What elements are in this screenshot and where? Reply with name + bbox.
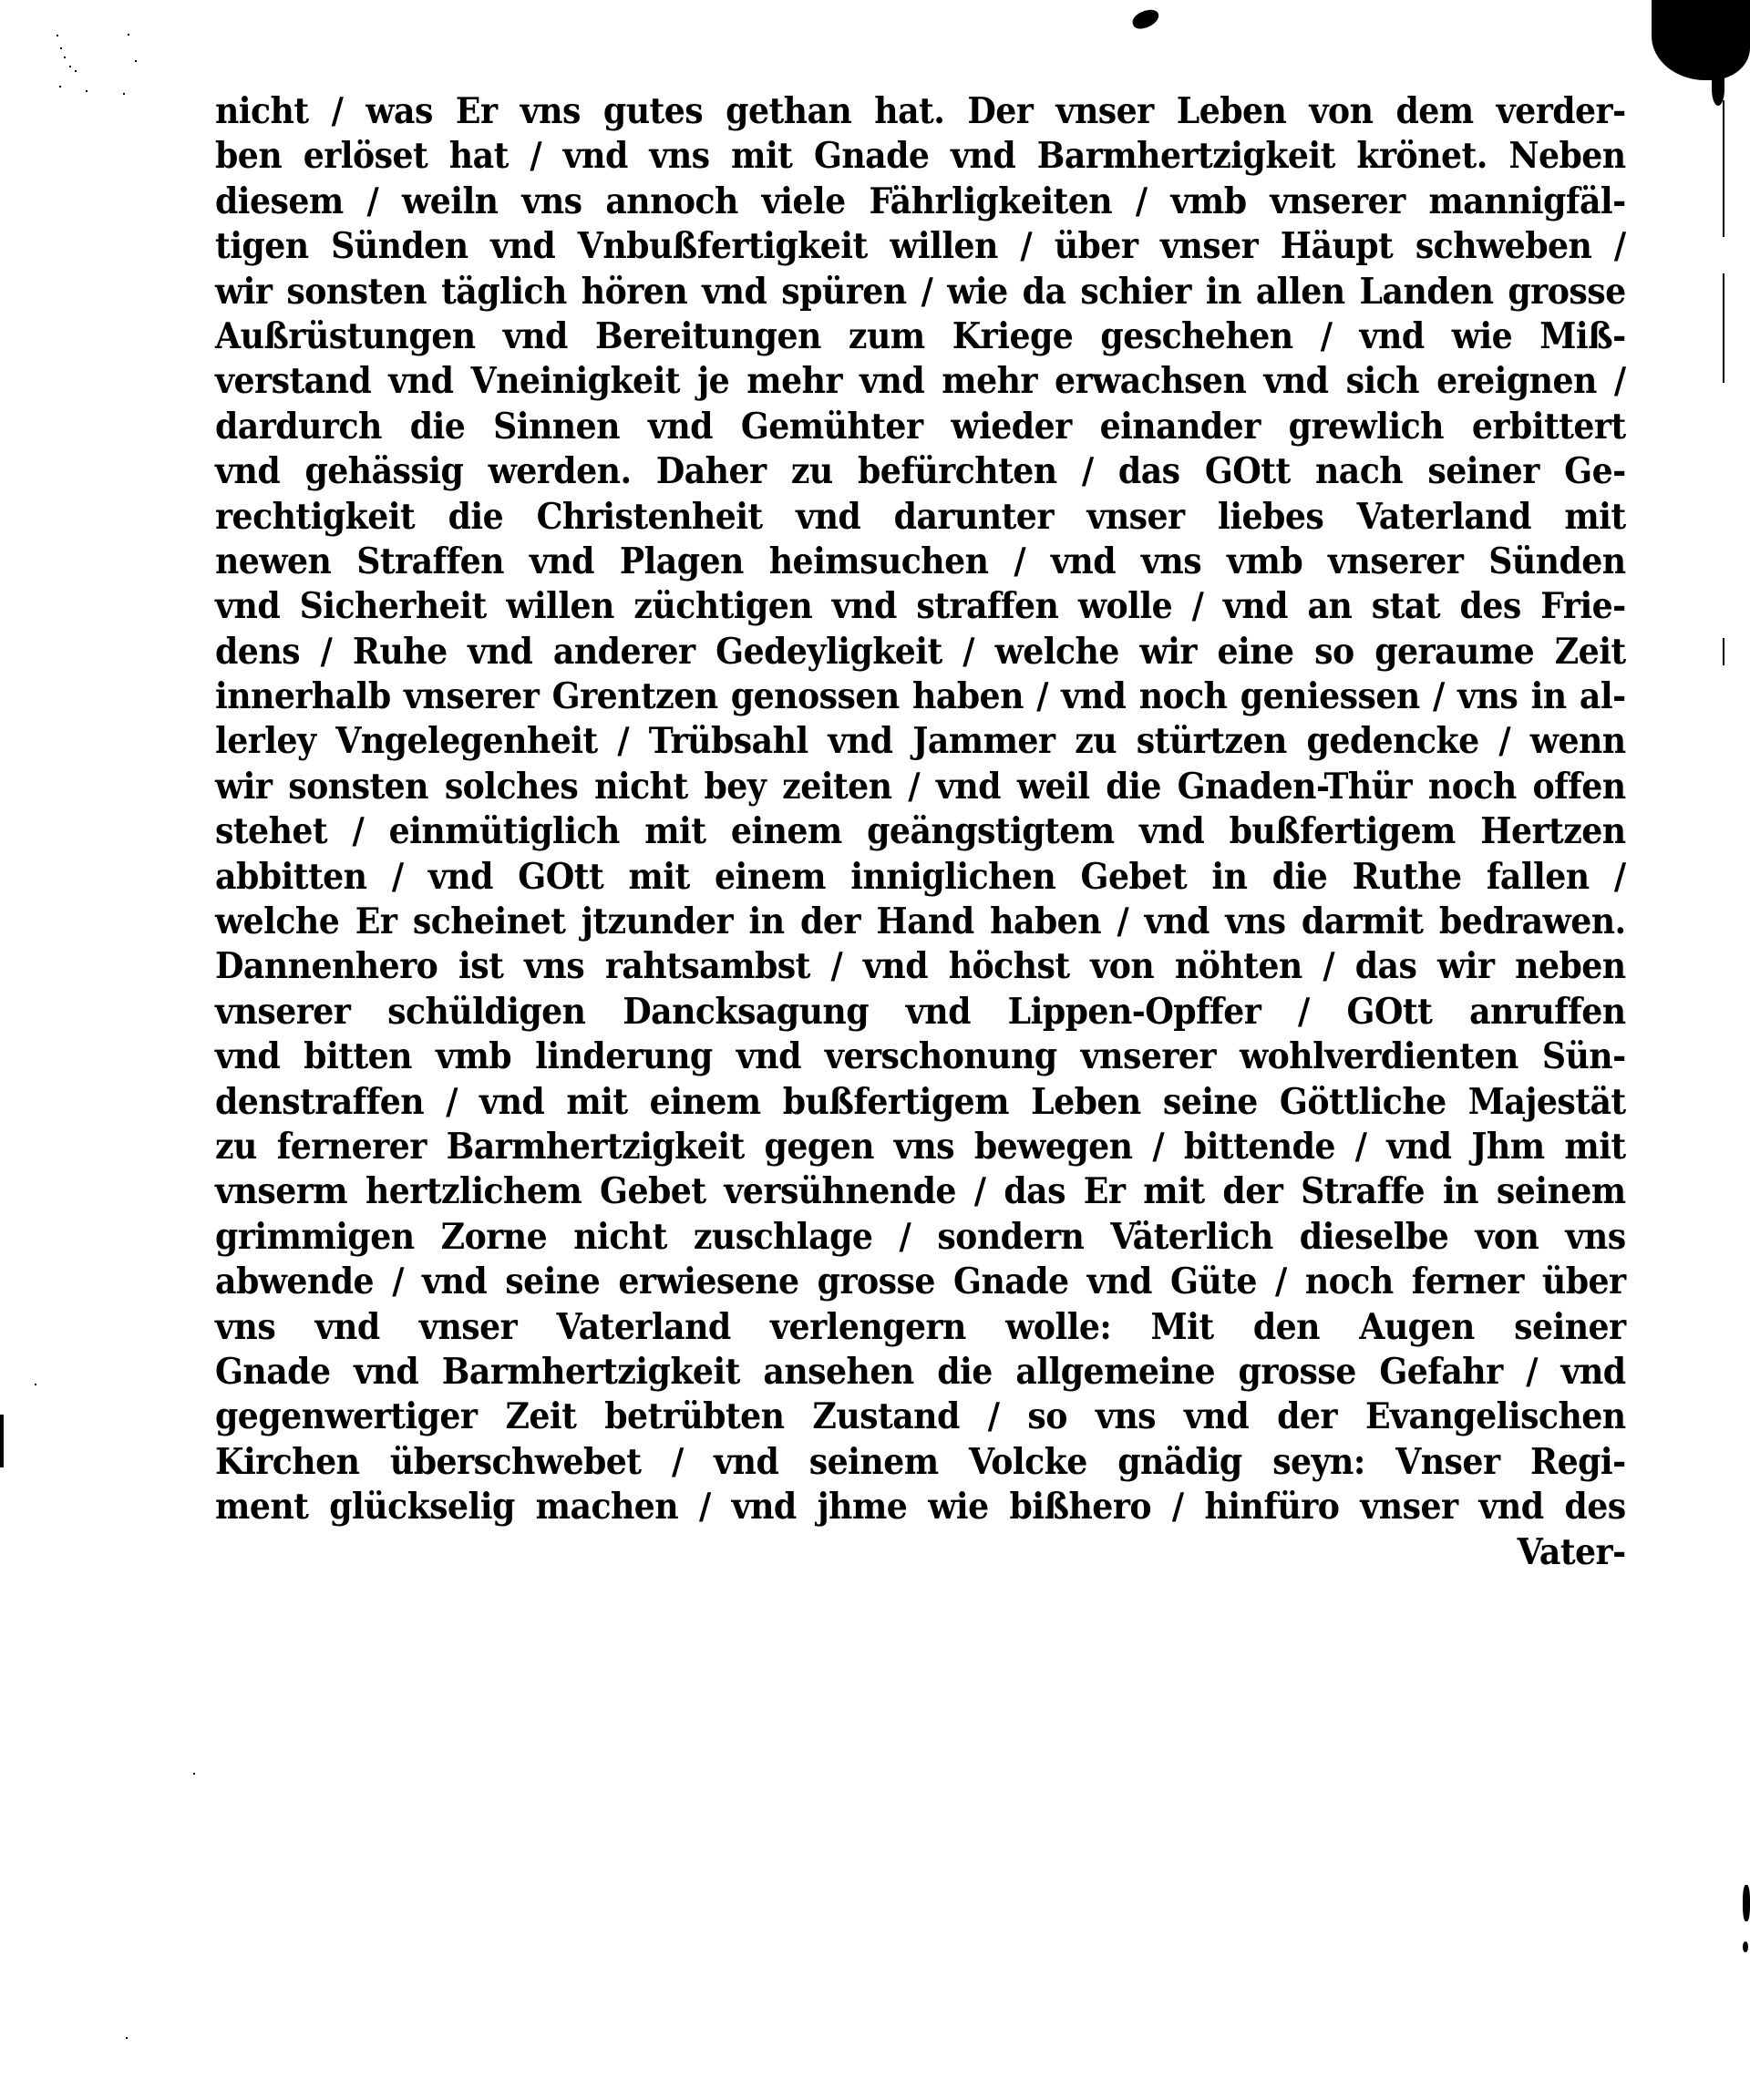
scan-speck <box>60 47 62 49</box>
ink-blot-mark <box>1130 7 1161 31</box>
text-line: nicht / was Er vns gutes gethan hat. Der vnser Leben von dem verder- <box>215 90 1626 132</box>
page-edge-line <box>1723 137 1724 237</box>
text-line: rechtigkeit die Christenheit vnd darunter vnser liebes Vaterland mit <box>215 495 1626 538</box>
text-line: vnd bitten vmb linderung vnd verschonung vnserer wohlverdienten Sün- <box>215 1035 1626 1078</box>
text-line: innerhalb vnserer Grentzen genossen haben / vnd noch geniessen / vns in al- <box>215 675 1626 718</box>
scan-speck <box>126 2037 128 2039</box>
text-line: grimmigen Zorne nicht zuschlage / sondern Väterlich dieselbe von vns <box>215 1215 1626 1258</box>
scan-speck <box>59 86 61 88</box>
text-line: vnserm hertzlichem Gebet versühnende / das Er mit der Straffe in seinem <box>215 1170 1626 1213</box>
text-line: abwende / vnd seine erwiesene grosse Gnade vnd Güte / noch ferner über <box>215 1261 1626 1303</box>
scan-speck <box>75 70 77 72</box>
text-line: wir sonsten täglich hören vnd spüren / wie da schier in allen Landen grosse <box>215 270 1626 313</box>
text-line: Kirchen überschwebet / vnd seinem Volcke gnädig seyn: Vnser Regi- <box>215 1440 1626 1483</box>
scan-speck <box>57 35 58 36</box>
body-text <box>215 89 1626 1575</box>
text-line: abbitten / vnd GOtt mit einem inniglichen Gebet in die Ruthe fallen / <box>215 855 1626 898</box>
text-line: ment glückselig machen / vnd jhme wie bißhero / hinfüro vnser vnd des <box>215 1486 1626 1529</box>
text-line: Dannenhero ist vns rahtsambst / vnd höchst von nöhten / das wir neben <box>215 945 1626 988</box>
text-line: Außrüstungen vnd Bereitungen zum Kriege geschehen / vnd wie Miß- <box>215 314 1626 357</box>
scan-speck <box>193 1773 195 1775</box>
text-line: vnserer schüldigen Dancksagung vnd Lippen-Opffer / GOtt anruffen <box>215 990 1626 1033</box>
scan-speck <box>123 93 125 95</box>
scan-speck <box>69 66 71 67</box>
text-line: welche Er scheinet jtzunder in der Hand haben / vnd vns darmit bedrawen. <box>215 901 1626 943</box>
text-line: dardurch die Sinnen vnd Gemühter wieder einander grewlich erbittert <box>215 405 1626 448</box>
scan-speck <box>64 57 66 58</box>
text-line: vns vnd vnser Vaterland verlengern wolle: Mit den Augen seiner <box>215 1305 1626 1348</box>
scan-speck <box>135 60 137 62</box>
text-line: denstraffen / vnd mit einem bußfertigem Leben seine Göttliche Majestät <box>215 1080 1626 1123</box>
text-line: tigen Sünden vnd Vnbußfertigkeit willen / über vnser Häupt schweben / <box>215 225 1626 268</box>
catchword: Vater- <box>1517 1530 1626 1573</box>
right-margin-mark <box>1743 1885 1750 1921</box>
text-line: vnd Sicherheit willen züchtigen vnd straffen wolle / vnd an stat des Frie- <box>215 585 1626 628</box>
text-line: diesem / weiln vns annoch viele Fährligkeiten / vmb vnserer mannigfäl- <box>215 180 1626 222</box>
text-line: Gnade vnd Barmhertzigkeit ansehen die allgemeine grosse Gefahr / vnd <box>215 1350 1626 1393</box>
right-margin-dot <box>1743 1941 1748 1952</box>
text-line: vnd gehässig werden. Daher zu befürchten / das GOtt nach seiner Ge- <box>215 450 1626 493</box>
scan-speck <box>35 1384 36 1385</box>
text-line: stehet / einmütiglich mit einem geängstigtem vnd bußfertigem Hertzen <box>215 810 1626 853</box>
page-edge-line <box>1723 273 1724 383</box>
text-line: newen Straffen vnd Plagen heimsuchen / vnd vns vmb vnserer Sünden <box>215 540 1626 582</box>
text-line: wir sonsten solches nicht bey zeiten / vnd weil die Gnaden-Thür noch offen <box>215 765 1626 808</box>
text-line: dens / Ruhe vnd anderer Gedeyligkeit / welche wir eine so geraume Zeit <box>215 630 1626 673</box>
text-line: zu fernerer Barmhertzigkeit gegen vns bewegen / bittende / vnd Jhm mit <box>215 1125 1626 1168</box>
scan-speck <box>86 90 88 92</box>
left-margin-mark <box>0 1415 4 1467</box>
page-edge-line <box>1723 638 1724 665</box>
page-corner-bleed <box>1652 0 1750 80</box>
text-line: lerley Vngelegenheit / Trübsahl vnd Jammer zu stürtzen gedencke / wenn <box>215 720 1626 763</box>
text-line: ben erlöset hat / vnd vns mit Gnade vnd Barmhertzigkeit krönet. Neben <box>215 135 1626 178</box>
scan-speck <box>128 34 129 36</box>
text-line: gegenwertiger Zeit betrübten Zustand / so vns vnd der Evangelischen <box>215 1395 1626 1438</box>
page-edge-line <box>1723 100 1724 137</box>
text-line: verstand vnd Vneinigkeit je mehr vnd mehr erwachsen vnd sich ereignen / <box>215 360 1626 403</box>
